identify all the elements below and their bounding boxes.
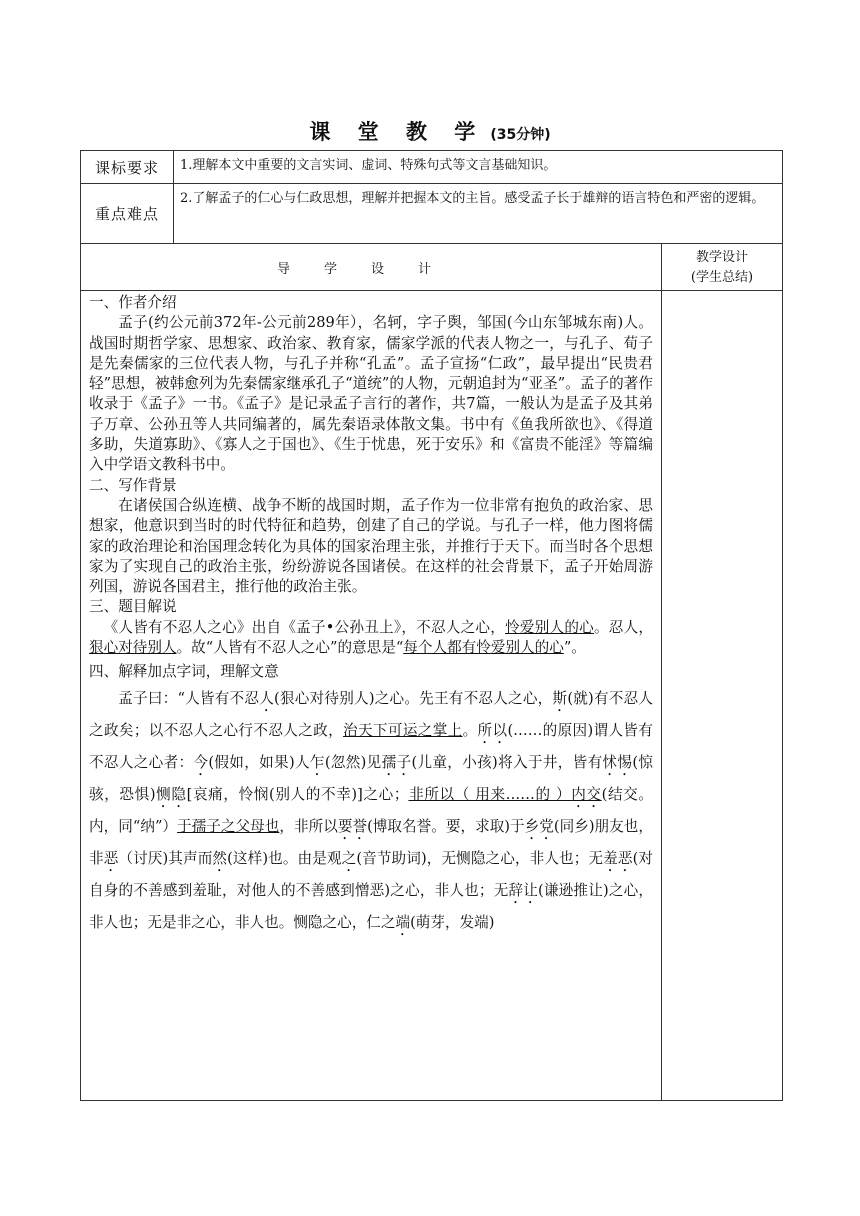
student-summary-title: (学生总结) — [690, 270, 754, 285]
section-author-body: 孟子(约公元前372年-公元前289年），名轲，字子舆，邹国(今山东邹城东南)人。战国时期哲学家、思想家、政治家、教育家，儒家学派的代表人物之一，与孔子、荀子是先秦儒家的三位代表人物，与孔子并称“孔孟”。孟子宣扬“仁政”，最早提出“民贵君轻”思想，被韩愈列为先秦儒家继承孔子“道统”的人物，元朝追封为“亚圣”。孟子的著作收录于《孟子》一书。《孟子》是记录孟子言行的著作，共7篇，一般认为是孟子及其弟子万章、公孙丑等人共同编著的，属先秦语录体散文集。书中有《鱼我所欲也》、《得道多助，失道寡助》、《寡人之于国也》、《生于忧患，死于安乐》和《富贵不能淫》等篇编入中学语文教科书中。 — [89, 314, 653, 474]
text-span: 孟子曰：“人皆有不忍 — [118, 689, 260, 707]
dotted-word: 乡党 — [524, 817, 554, 835]
text-span: (忽然)见 — [324, 753, 382, 771]
text-span: (儿童，小孩)将入于井，皆有 — [411, 753, 603, 771]
dotted-word: 恶 — [103, 849, 119, 867]
page-title — [0, 116, 860, 146]
page-title-main: 课 堂 教 学 — [309, 120, 486, 144]
student-summary-cell — [662, 291, 783, 1101]
underlined-phrase: 于孺子之父母也 — [177, 817, 280, 835]
text-span: 。 — [462, 721, 478, 739]
underlined-answer: 狠心对待别人 — [89, 639, 177, 657]
text-span: ，非所以 — [279, 817, 338, 835]
text-span: (假如，如果)人 — [208, 753, 310, 771]
lesson-table — [80, 150, 783, 1101]
section-annotation-body — [89, 683, 653, 939]
text-span: (结交。内，同“纳”） — [89, 785, 653, 835]
page-title-duration: (35分钟) — [490, 127, 551, 143]
dotted-word: 之 — [341, 849, 357, 867]
guided-content — [81, 291, 662, 1101]
curriculum-requirement-label: 课标要求 — [81, 151, 174, 184]
section-background-title: 二、写作背景 — [89, 476, 177, 494]
guided-design-header-text: 导学设计 — [276, 261, 465, 277]
dotted-word: 内交 — [571, 785, 602, 803]
text-span: 《人皆有不忍人之心》出自《孟子•公孙丑上》，不忍人之心， — [103, 618, 506, 636]
dotted-word: 端 — [395, 913, 411, 931]
dotted-word: 要誉 — [337, 817, 368, 835]
dotted-word: 所以 — [477, 721, 508, 739]
dotted-word: 恻隐 — [155, 785, 187, 803]
section-annotation-title: 四、解释加点字词，理解文意 — [89, 663, 279, 681]
dotted-word: 怵惕 — [602, 753, 633, 771]
text-span: (这样)也。由是观 — [227, 849, 342, 867]
text-span: (……的原因)谓人皆有不忍人之心者： — [89, 721, 653, 771]
section-background-body: 在诸侯国合纵连横、战争不断的战国时期，孟子作为一位非常有抱负的政治家、思想家，他意识到当时的时代特征和趋势，创建了自己的学说。与孔子一样，他力图将儒家的政治理论和治国理念转化为具体的国家治理主张，并推行于天下。而当时各个思想家为了实现自己的政治主张，纷纷游说各国诸侯。在这样的社会背景下，孟子开始周游列国，游说各国君主，推行他的政治主张。 — [89, 496, 653, 596]
underlined-phrase: 治天下可运之掌上 — [343, 721, 463, 739]
text-span: (对自身的不善感到羞耻，对他人的不善感到憎恶)之心，非人也；无 — [89, 849, 653, 899]
text-span: （讨厌)其声而 — [118, 849, 213, 867]
underlined-answer: 怜爱别人的心 — [505, 618, 594, 636]
text-span: (博取名誉。要，求取)于 — [367, 817, 525, 835]
section-title-explain-body — [89, 618, 653, 659]
dotted-word: 然 — [212, 849, 228, 867]
text-span: 。忍人， — [593, 618, 653, 636]
teaching-design-header — [662, 244, 783, 291]
dotted-word: 羞恶 — [603, 849, 633, 867]
text-span: (谦逊推让)之心，非人也；无是非之心，非人也。恻隐之心，仁之 — [89, 881, 653, 931]
text-span: (音节助词)，无恻隐之心，非人也；无 — [356, 849, 604, 867]
dotted-word: 孺子 — [381, 753, 412, 771]
dotted-word: 辞让 — [508, 881, 539, 899]
dotted-word: 人 — [259, 689, 275, 707]
text-span: (就)有不忍人之政矣；以不忍人之心行不忍人之政， — [89, 689, 654, 739]
dotted-word: 斯 — [552, 689, 568, 707]
text-span: ”。 — [563, 639, 586, 657]
key-difficulty-label: 重点难点 — [81, 184, 174, 244]
curriculum-requirement-text: 1.理解本文中重要的文言实词、虚词、特殊句式等文言基础知识。 — [174, 151, 783, 184]
underlined-answer: 每个人都有怜爱别人的心 — [403, 639, 564, 657]
text-span: (狠心对待别人)之心。先王有不忍人之心， — [274, 689, 553, 707]
text-span: (萌芽，发端) — [410, 913, 495, 931]
guided-design-header — [81, 244, 662, 291]
dotted-word: 今 — [193, 753, 209, 771]
text-span: [哀痛，怜悯(别人的不幸)]之心； — [186, 785, 409, 803]
dotted-word: 乍 — [309, 753, 325, 771]
section-title-explain-title: 三、题目解说 — [89, 598, 177, 616]
teaching-design-title: 教学设计 — [695, 250, 748, 265]
text-span: 。故“人皆有不忍人之心”的意思是“ — [176, 639, 404, 657]
underlined-phrase: 非所以（ 用来……的 ） — [408, 785, 572, 803]
section-author-title: 一、作者介绍 — [89, 294, 177, 311]
text-span: (同乡)朋友也，非 — [89, 817, 653, 867]
text-span: (惊骇，恐惧) — [89, 753, 653, 803]
key-difficulty-text: 2.了解孟子的仁心与仁政思想，理解并把握本文的主旨。感受孟子长于雄辩的语言特色和严密的逻辑。 — [174, 184, 783, 244]
